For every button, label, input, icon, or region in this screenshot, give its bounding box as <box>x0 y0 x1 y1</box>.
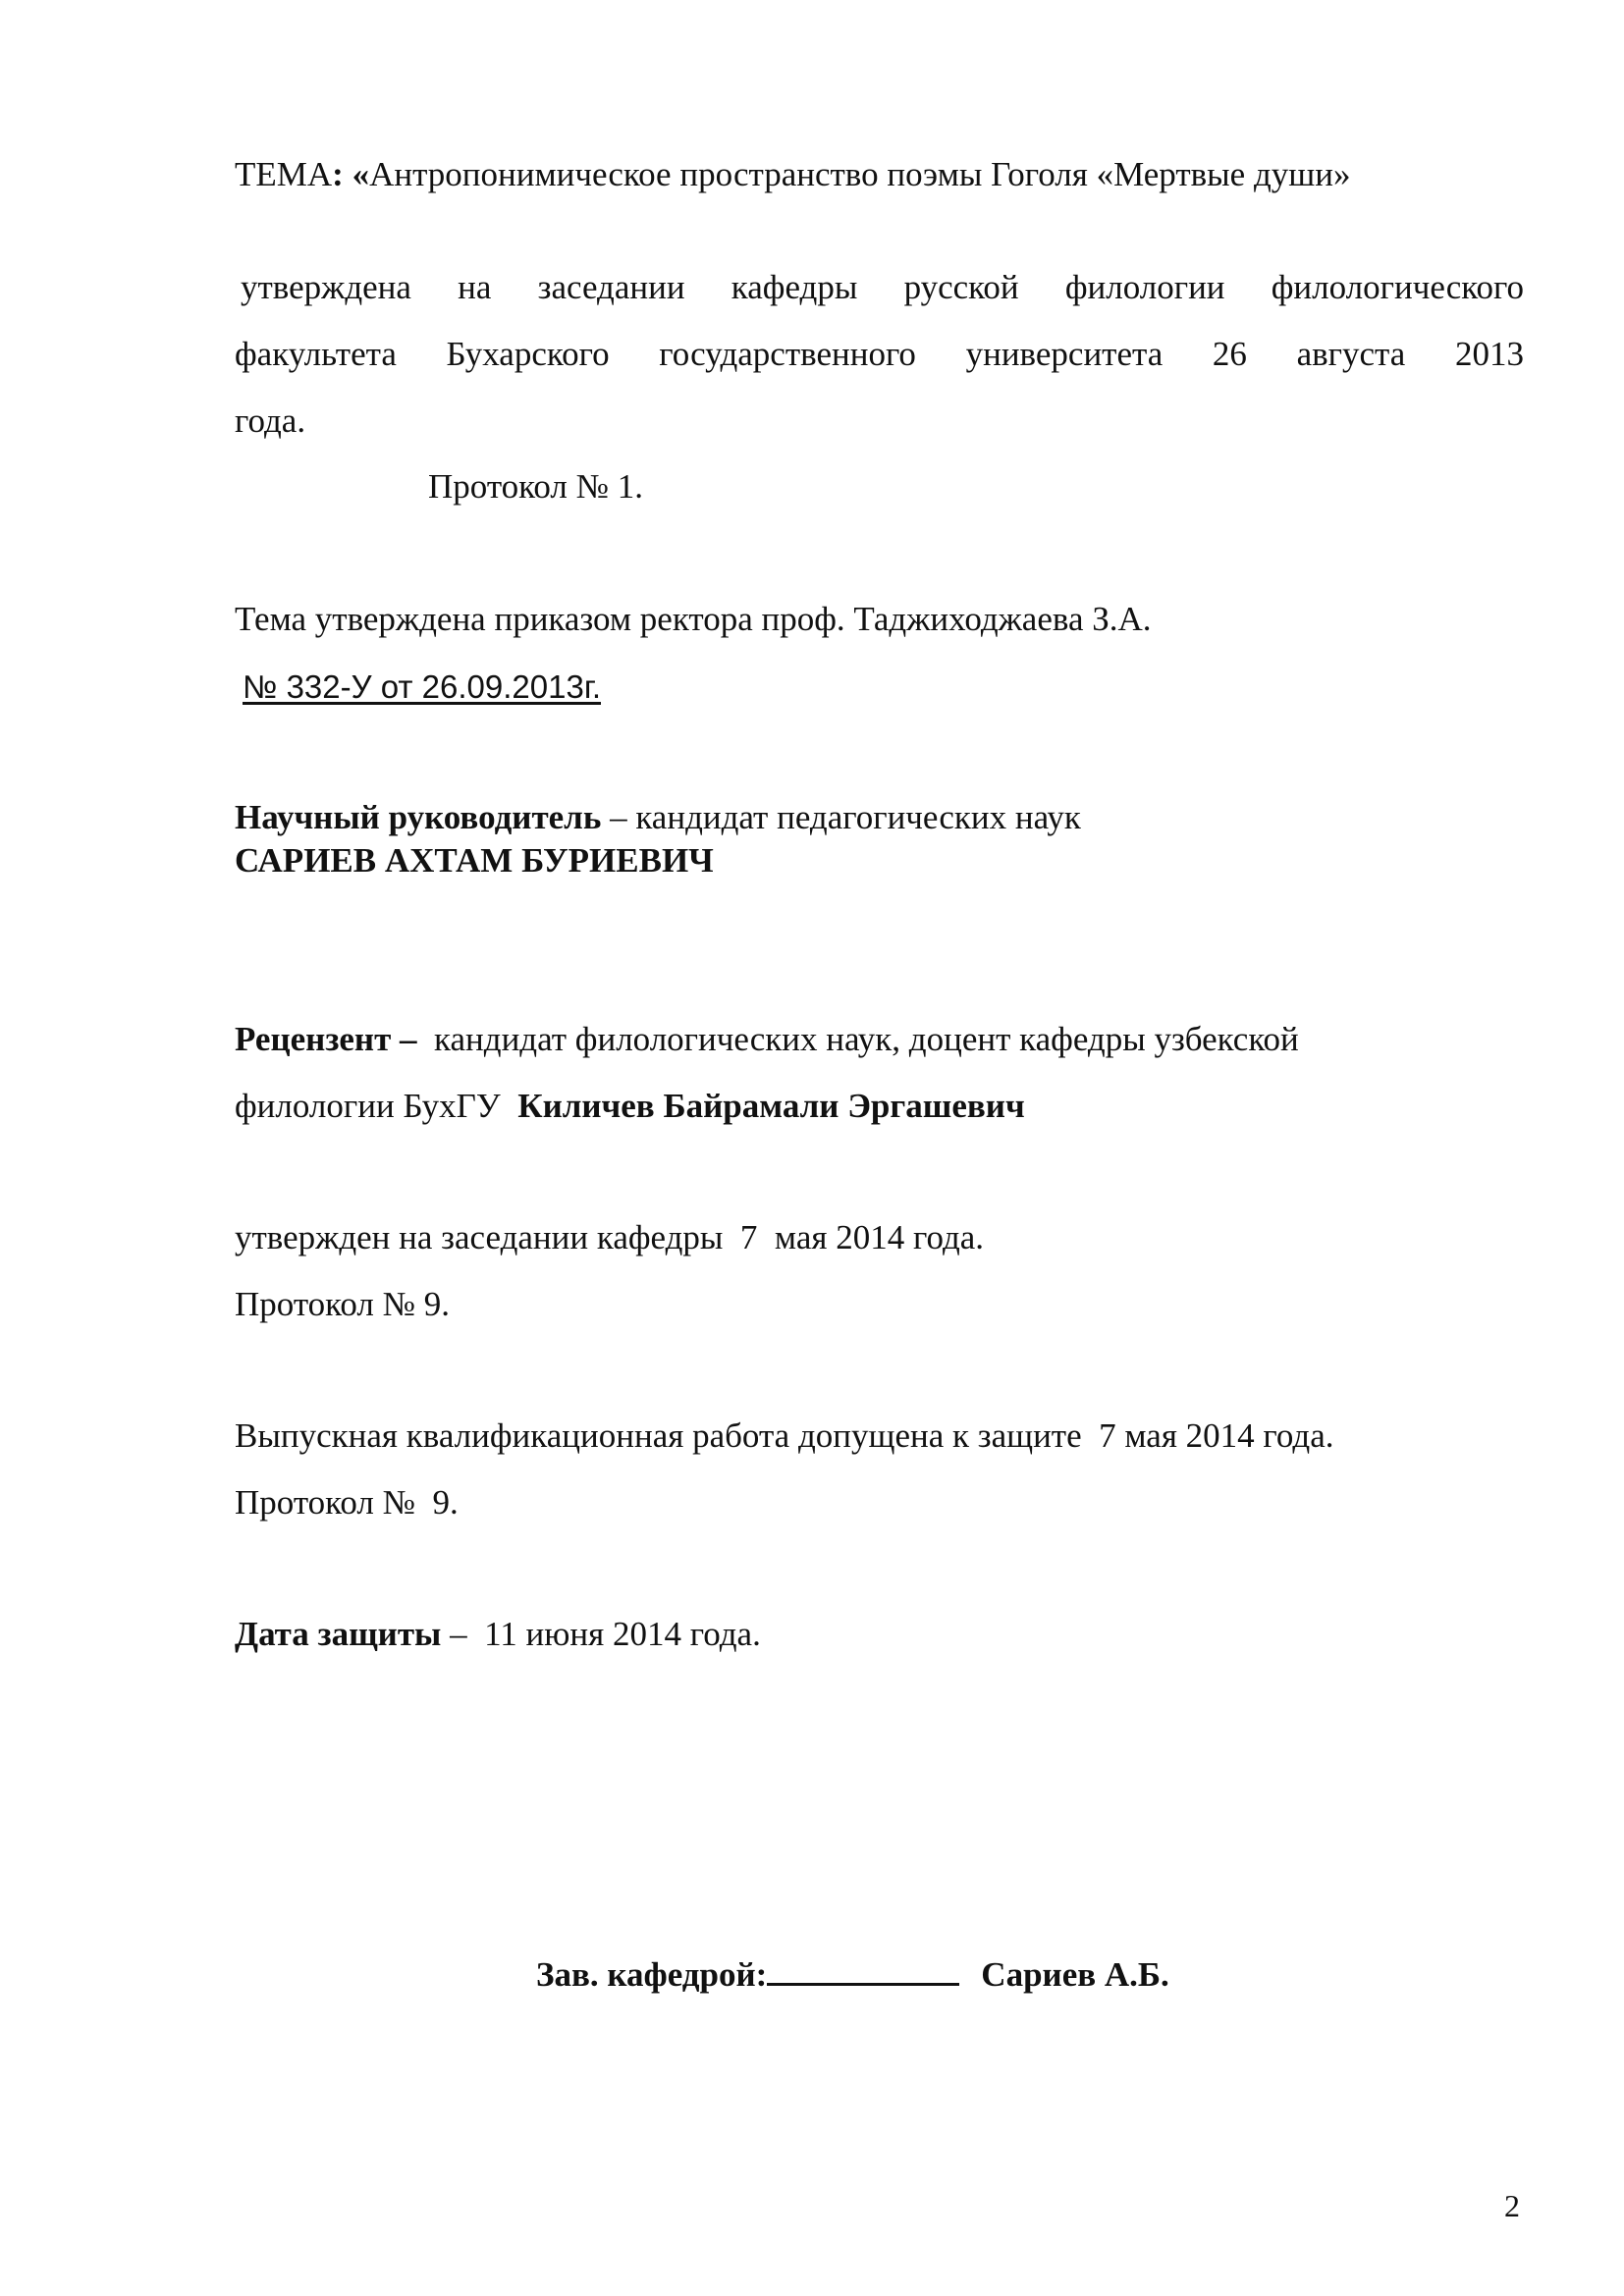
signature-name: Сариев А.Б. <box>981 1955 1169 1994</box>
rector-order-line-1: Тема утверждена приказом ректора проф. Таджиходжаева З.А. <box>235 600 1152 638</box>
reviewer-line-2 <box>235 1086 1025 1127</box>
department-approval-protocol: Протокол № 9. <box>235 1285 451 1323</box>
supervisor-degree: – кандидат педагогических наук <box>601 798 1081 836</box>
defense-admission-line-1: Выпускная квалификационная работа допущена к защите 7 мая 2014 года. <box>235 1416 1334 1455</box>
topic-label: ТЕМА <box>235 155 333 193</box>
defense-admission-protocol: Протокол № 9. <box>235 1483 459 1522</box>
approval-word: университета <box>965 335 1164 373</box>
page-number: 2 <box>1504 2188 1520 2223</box>
defense-date-value: – 11 июня 2014 года. <box>441 1615 761 1653</box>
reviewer-line-1 <box>235 1019 1299 1060</box>
approval-word: филологического <box>1271 268 1524 306</box>
supervisor-name: САРИЕВ АХТАМ БУРИЕВИЧ <box>235 841 714 880</box>
approval-word: кафедры <box>731 268 858 306</box>
defense-date-label: Дата защиты <box>235 1615 442 1653</box>
approval-word: Бухарского <box>446 335 610 373</box>
approval-word: заседании <box>537 268 685 306</box>
approval-word: филологии <box>1064 268 1225 306</box>
supervisor-line <box>235 797 1081 838</box>
approval-line-1 <box>241 267 1524 308</box>
signature-block <box>536 1953 1169 1996</box>
approval-word: 26 <box>1212 335 1247 373</box>
approval-word: на <box>458 268 492 306</box>
approval-word: русской <box>903 268 1019 306</box>
reviewer-affiliation: филологии БухГУ <box>235 1087 518 1125</box>
department-approval-line-1: утвержден на заседании кафедры 7 мая 2014 года. <box>235 1218 985 1256</box>
approval-line-2 <box>235 334 1524 375</box>
topic-text: Антропонимическое пространство поэмы Гоголя «Мертвые души» <box>369 155 1351 193</box>
topic-line <box>235 154 1350 195</box>
approval-word: 2013 <box>1454 335 1524 373</box>
approval-word: факультета <box>235 335 397 373</box>
rector-order-number: № 332-У от 26.09.2013г. <box>243 668 601 705</box>
signature-line <box>767 1953 959 1986</box>
reviewer-name: Киличев Байрамали Эргашевич <box>517 1087 1025 1125</box>
approval-word: государственного <box>659 335 916 373</box>
approval-word: утверждена <box>241 268 411 306</box>
topic-colon: : <box>332 155 344 193</box>
approval-line-3: года. <box>235 401 306 440</box>
signature-label: Зав. кафедрой: <box>536 1955 768 1994</box>
topic-open-quote: « <box>343 155 370 193</box>
approval-word: августа <box>1296 335 1406 373</box>
reviewer-label: Рецензент – <box>235 1020 417 1058</box>
defense-date-line <box>235 1614 761 1655</box>
approval-protocol: Протокол № 1. <box>428 467 644 506</box>
supervisor-label: Научный руководитель <box>235 798 602 836</box>
reviewer-degree: кандидат филологических наук, доцент кафедры узбекской <box>416 1020 1299 1058</box>
